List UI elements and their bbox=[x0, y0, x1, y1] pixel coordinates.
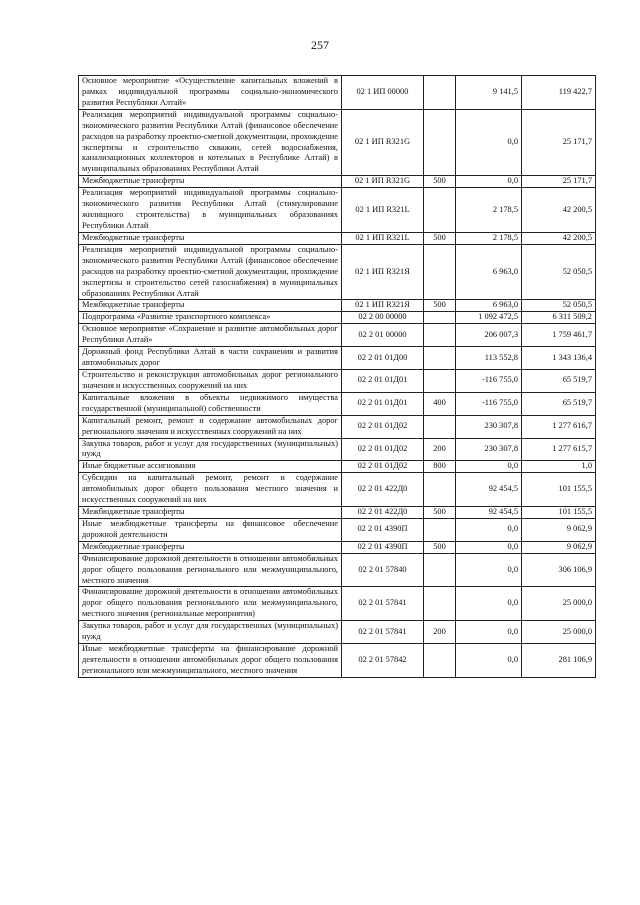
row-code-cell: 02 2 01 01Д01 bbox=[342, 392, 424, 415]
row-code-cell: 02 1 ИП R321G bbox=[342, 109, 424, 176]
row-amount-2-cell: 1 277 616,7 bbox=[522, 415, 596, 438]
table-row bbox=[79, 415, 596, 438]
row-amount-2-cell: 25 000,0 bbox=[522, 587, 596, 621]
row-amount-2-cell: 65 519,7 bbox=[522, 392, 596, 415]
row-code-cell: 02 2 01 422Д0 bbox=[342, 473, 424, 507]
row-type-cell bbox=[424, 415, 456, 438]
row-code-cell: 02 2 01 01Д00 bbox=[342, 347, 424, 370]
row-amount-1-cell: 0,0 bbox=[456, 587, 522, 621]
row-type-cell: 500 bbox=[424, 176, 456, 188]
row-code-cell: 02 2 01 4390П bbox=[342, 541, 424, 553]
row-amount-2-cell: 42 200,5 bbox=[522, 188, 596, 233]
table-row bbox=[79, 438, 596, 461]
row-name-cell: Финансирование дорожной деятельности в отношении автомобильных дорог общего пользования регионального или межмуниципального, местного значения (региональные мероприятия) bbox=[79, 587, 342, 621]
row-code-cell: 02 1 ИП R321L bbox=[342, 188, 424, 233]
row-amount-1-cell: 0,0 bbox=[456, 518, 522, 541]
table-row bbox=[79, 244, 596, 300]
row-code-cell: 02 2 01 57842 bbox=[342, 644, 424, 678]
row-name-cell: Реализация мероприятий индивидуальной программы социально-экономического развития Республики Алтай (стимулирование жилищного строительства) в муниципальных образованиях Республики Алтай bbox=[79, 188, 342, 233]
row-code-cell: 02 2 01 57841 bbox=[342, 621, 424, 644]
row-name-cell: Реализация мероприятий индивидуальной программы социально-экономического развития Республики Алтай (финансовое обеспечение расходов на разработку проектно-сметной документации, прохождение экспертизы и строительство скважин, сетей водоснабжения, канализационных коллекторов и котельных в Республике Алтай) в муниципальных образованиях Республики Алтай bbox=[79, 109, 342, 176]
table-row bbox=[79, 232, 596, 244]
table-row bbox=[79, 461, 596, 473]
row-name-cell: Капитальные вложения в объекты недвижимого имущества государственной (муниципальной) собственности bbox=[79, 392, 342, 415]
table-row bbox=[79, 324, 596, 347]
row-amount-2-cell: 1,0 bbox=[522, 461, 596, 473]
row-name-cell: Закупка товаров, работ и услуг для государственных (муниципальных) нужд bbox=[79, 621, 342, 644]
table-row bbox=[79, 518, 596, 541]
row-type-cell: 500 bbox=[424, 232, 456, 244]
table-row bbox=[79, 473, 596, 507]
row-amount-2-cell: 9 062,9 bbox=[522, 541, 596, 553]
row-code-cell: 02 2 01 4390П bbox=[342, 518, 424, 541]
row-amount-1-cell: 0,0 bbox=[456, 621, 522, 644]
row-type-cell bbox=[424, 312, 456, 324]
row-code-cell: 02 2 01 01Д02 bbox=[342, 438, 424, 461]
budget-table-body bbox=[79, 76, 596, 678]
row-type-cell bbox=[424, 324, 456, 347]
row-type-cell: 500 bbox=[424, 541, 456, 553]
row-amount-2-cell: 1 277 615,7 bbox=[522, 438, 596, 461]
table-row bbox=[79, 507, 596, 519]
row-amount-1-cell: 0,0 bbox=[456, 109, 522, 176]
row-code-cell: 02 2 01 01Д01 bbox=[342, 369, 424, 392]
row-amount-2-cell: 52 050,5 bbox=[522, 244, 596, 300]
table-row bbox=[79, 392, 596, 415]
row-name-cell: Иные бюджетные ассигнования bbox=[79, 461, 342, 473]
row-amount-2-cell: 306 106,9 bbox=[522, 553, 596, 587]
row-amount-1-cell: 6 963,0 bbox=[456, 300, 522, 312]
row-name-cell: Межбюджетные трансферты bbox=[79, 176, 342, 188]
row-amount-2-cell: 25 000,0 bbox=[522, 621, 596, 644]
row-type-cell: 500 bbox=[424, 300, 456, 312]
row-amount-2-cell: 9 062,9 bbox=[522, 518, 596, 541]
table-row bbox=[79, 176, 596, 188]
row-code-cell: 02 2 01 422Д0 bbox=[342, 507, 424, 519]
row-amount-2-cell: 119 422,7 bbox=[522, 76, 596, 110]
row-code-cell: 02 2 01 57840 bbox=[342, 553, 424, 587]
row-type-cell: 200 bbox=[424, 438, 456, 461]
row-code-cell: 02 2 01 01Д02 bbox=[342, 415, 424, 438]
row-code-cell: 02 2 01 00000 bbox=[342, 324, 424, 347]
row-name-cell: Межбюджетные трансферты bbox=[79, 541, 342, 553]
row-amount-2-cell: 25 171,7 bbox=[522, 176, 596, 188]
row-code-cell: 02 2 00 00000 bbox=[342, 312, 424, 324]
table-row bbox=[79, 347, 596, 370]
row-name-cell: Основное мероприятие «Сохранение и развитие автомобильных дорог Республики Алтай» bbox=[79, 324, 342, 347]
table-row bbox=[79, 621, 596, 644]
row-name-cell: Реализация мероприятий индивидуальной программы социально-экономического развития Республики Алтай (финансовое обеспечение расходов на разработку проектно-сметной документации, прохождение экспертизы и строительство сетей газоснабжения) в муниципальных образованиях Республики Алтай bbox=[79, 244, 342, 300]
table-row bbox=[79, 312, 596, 324]
row-name-cell: Дорожный фонд Республики Алтай в части сохранения и развития автомобильных дорог bbox=[79, 347, 342, 370]
row-type-cell bbox=[424, 76, 456, 110]
row-amount-1-cell: -116 755,0 bbox=[456, 392, 522, 415]
row-type-cell: 500 bbox=[424, 507, 456, 519]
row-amount-1-cell: 2 178,5 bbox=[456, 232, 522, 244]
row-code-cell: 02 1 ИП R321G bbox=[342, 176, 424, 188]
row-amount-1-cell: 92 454,5 bbox=[456, 507, 522, 519]
table-row bbox=[79, 644, 596, 678]
row-amount-1-cell: 6 963,0 bbox=[456, 244, 522, 300]
row-amount-1-cell: 1 092 472,5 bbox=[456, 312, 522, 324]
row-amount-2-cell: 281 106,9 bbox=[522, 644, 596, 678]
row-name-cell: Финансирование дорожной деятельности в отношении автомобильных дорог общего пользования регионального или межмуниципального, местного значения bbox=[79, 553, 342, 587]
row-amount-2-cell: 101 155,5 bbox=[522, 507, 596, 519]
table-row bbox=[79, 109, 596, 176]
table-row bbox=[79, 541, 596, 553]
row-amount-1-cell: 92 454,5 bbox=[456, 473, 522, 507]
row-amount-1-cell: 113 552,8 bbox=[456, 347, 522, 370]
row-code-cell: 02 2 01 57841 bbox=[342, 587, 424, 621]
row-type-cell: 800 bbox=[424, 461, 456, 473]
table-row bbox=[79, 553, 596, 587]
row-type-cell: 400 bbox=[424, 392, 456, 415]
row-type-cell bbox=[424, 553, 456, 587]
row-amount-2-cell: 101 155,5 bbox=[522, 473, 596, 507]
row-name-cell: Основное мероприятие «Осуществление капитальных вложений в рамках индивидуальной программы социально-экономического развития Республики Алтай» bbox=[79, 76, 342, 110]
row-type-cell bbox=[424, 587, 456, 621]
row-amount-1-cell: 0,0 bbox=[456, 553, 522, 587]
row-amount-1-cell: 230 307,8 bbox=[456, 415, 522, 438]
row-code-cell: 02 1 ИП R321L bbox=[342, 232, 424, 244]
row-name-cell: Межбюджетные трансферты bbox=[79, 232, 342, 244]
row-amount-1-cell: 0,0 bbox=[456, 461, 522, 473]
row-amount-2-cell: 6 311 509,2 bbox=[522, 312, 596, 324]
row-amount-2-cell: 1 343 136,4 bbox=[522, 347, 596, 370]
row-code-cell: 02 2 01 01Д02 bbox=[342, 461, 424, 473]
row-amount-1-cell: 0,0 bbox=[456, 644, 522, 678]
row-code-cell: 02 1 ИП R321Я bbox=[342, 300, 424, 312]
row-name-cell: Межбюджетные трансферты bbox=[79, 300, 342, 312]
row-type-cell bbox=[424, 109, 456, 176]
table-row bbox=[79, 369, 596, 392]
row-type-cell bbox=[424, 644, 456, 678]
row-name-cell: Строительство и реконструкция автомобильных дорог регионального значения и искусственных сооружений на них bbox=[79, 369, 342, 392]
row-type-cell bbox=[424, 518, 456, 541]
row-code-cell: 02 1 ИП R321Я bbox=[342, 244, 424, 300]
row-amount-1-cell: 230 307,8 bbox=[456, 438, 522, 461]
row-amount-1-cell: 9 141,5 bbox=[456, 76, 522, 110]
row-amount-2-cell: 65 519,7 bbox=[522, 369, 596, 392]
table-row bbox=[79, 76, 596, 110]
row-amount-1-cell: -116 755,0 bbox=[456, 369, 522, 392]
table-row bbox=[79, 300, 596, 312]
row-type-cell bbox=[424, 244, 456, 300]
row-type-cell bbox=[424, 347, 456, 370]
row-name-cell: Закупка товаров, работ и услуг для государственных (муниципальных) нужд bbox=[79, 438, 342, 461]
row-amount-2-cell: 52 050,5 bbox=[522, 300, 596, 312]
budget-table bbox=[78, 75, 596, 678]
row-type-cell bbox=[424, 369, 456, 392]
table-row bbox=[79, 587, 596, 621]
row-amount-1-cell: 206 007,3 bbox=[456, 324, 522, 347]
row-amount-1-cell: 0,0 bbox=[456, 176, 522, 188]
row-name-cell: Иные межбюджетные трансферты на финансирование дорожной деятельности в отношении автомобильных дорог общего пользования регионального или межмуниципального, местного значения bbox=[79, 644, 342, 678]
row-amount-2-cell: 42 200,5 bbox=[522, 232, 596, 244]
row-name-cell: Межбюджетные трансферты bbox=[79, 507, 342, 519]
table-row bbox=[79, 188, 596, 233]
row-type-cell bbox=[424, 188, 456, 233]
row-name-cell: Субсидии на капитальный ремонт, ремонт и содержание автомобильных дорог общего пользования местного значения и искусственных сооружений на них bbox=[79, 473, 342, 507]
row-amount-1-cell: 0,0 bbox=[456, 541, 522, 553]
row-name-cell: Иные межбюджетные трансферты на финансовое обеспечение дорожной деятельности bbox=[79, 518, 342, 541]
row-amount-1-cell: 2 178,5 bbox=[456, 188, 522, 233]
row-type-cell bbox=[424, 473, 456, 507]
row-amount-2-cell: 1 759 461,7 bbox=[522, 324, 596, 347]
row-code-cell: 02 1 ИП 00000 bbox=[342, 76, 424, 110]
page-number: 257 bbox=[311, 38, 329, 52]
row-amount-2-cell: 25 171,7 bbox=[522, 109, 596, 176]
row-type-cell: 200 bbox=[424, 621, 456, 644]
row-name-cell: Подпрограмма «Развитие транспортного комплекса» bbox=[79, 312, 342, 324]
row-name-cell: Капитальный ремонт, ремонт и содержание автомобильных дорог регионального значения и искусственных сооружений на них bbox=[79, 415, 342, 438]
